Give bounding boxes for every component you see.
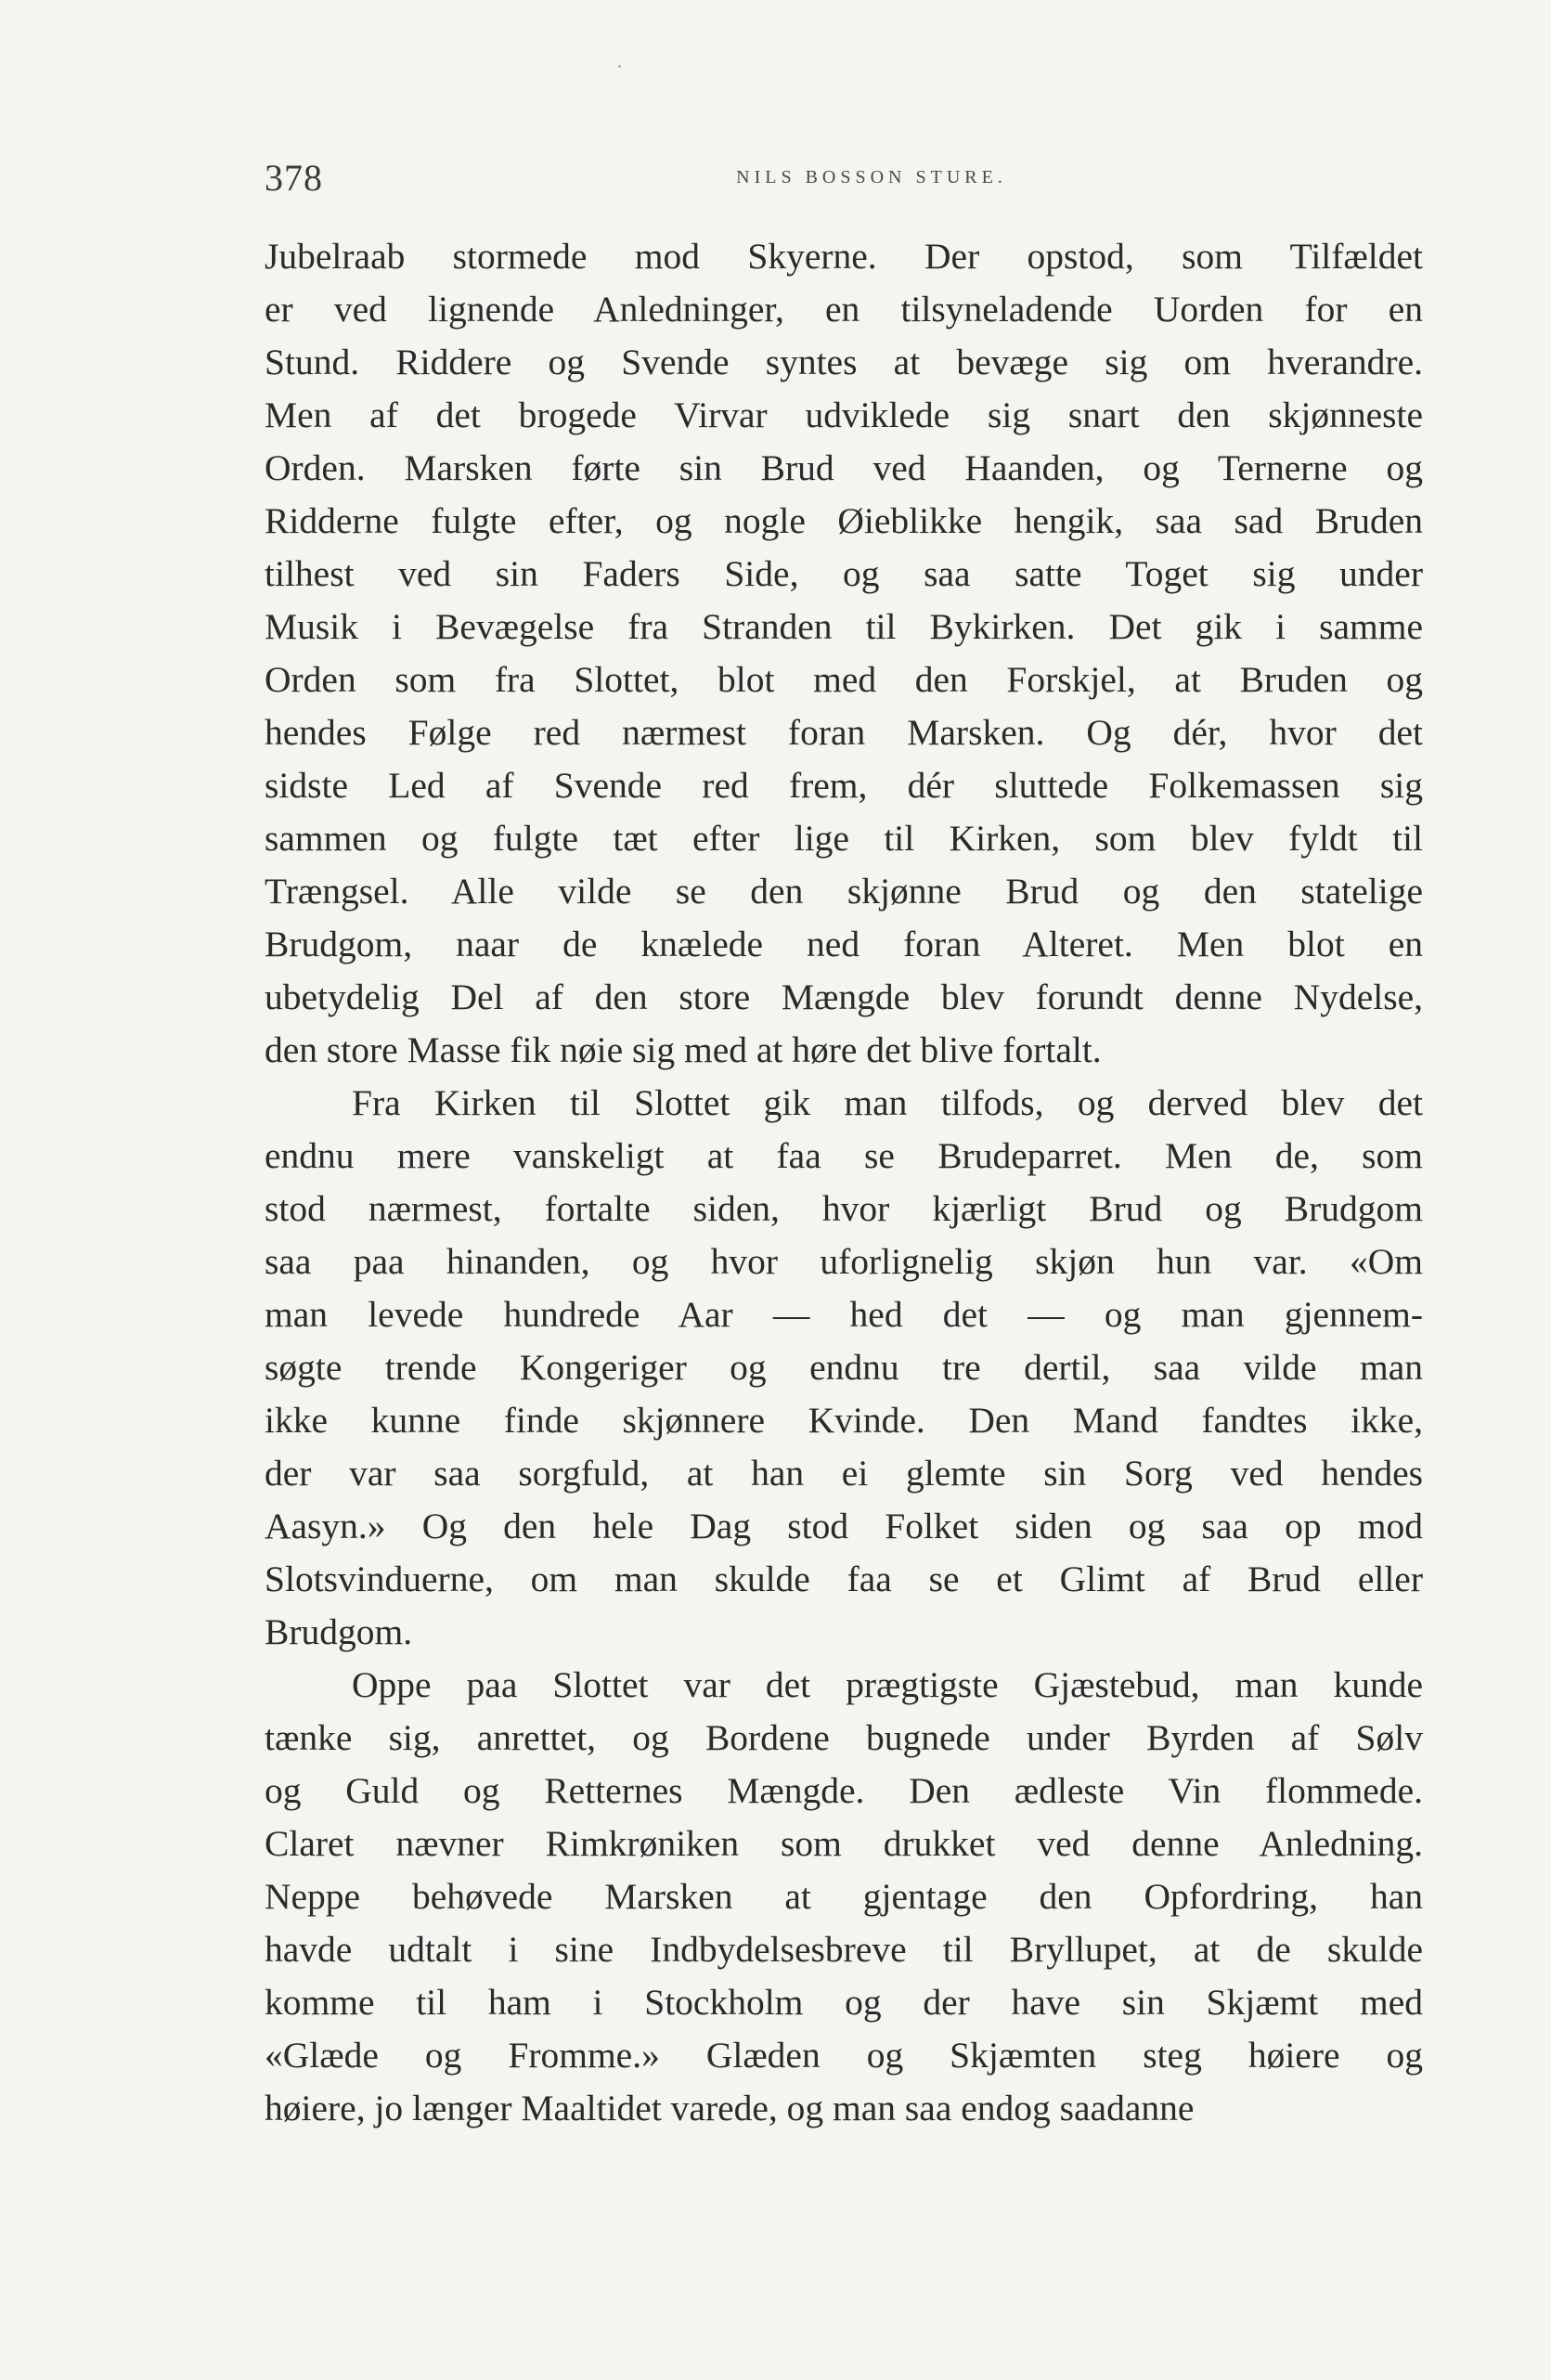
text-line: søgte trende Kongeriger og endnu tre dertil, saa vilde man xyxy=(265,1347,1423,1388)
text-line: stod nærmest, fortalte siden, hvor kjærligt Brud og Brudgom xyxy=(265,1188,1423,1229)
text-line: Men af det brogede Virvar udviklede sig snart den skjønneste xyxy=(265,395,1423,435)
text-line: høiere, jo længer Maaltidet varede, og man saa endog saadanne xyxy=(265,2088,1195,2128)
text-line: er ved lignende Anledninger, en tilsyneladende Uorden for en xyxy=(265,289,1423,330)
text-line: man levede hundrede Aar — hed det — og man gjennem- xyxy=(265,1294,1423,1335)
text-line: Neppe behøvede Marsken at gjentage den Opfordring, han xyxy=(265,1876,1423,1917)
text-line: Brudgom, naar de knælede ned foran Alteret. Men blot en xyxy=(265,924,1423,964)
text-line: der var saa sorgfuld, at han ei glemte sin Sorg ved hendes xyxy=(265,1453,1423,1494)
text-line: Orden som fra Slottet, blot med den Forskjel, at Bruden og xyxy=(265,659,1423,700)
text-line: Claret nævner Rimkrøniken som drukket ved denne Anledning. xyxy=(265,1823,1423,1864)
paragraph xyxy=(265,1659,1423,2135)
text-line: Jubelraab stormede mod Skyerne. Der opstod, som Tilfældet xyxy=(265,236,1423,277)
text-line: tænke sig, anrettet, og Bordene bugnede under Byrden af Sølv xyxy=(265,1717,1423,1758)
text-line: sidste Led af Svende red frem, dér sluttede Folkemassen sig xyxy=(265,765,1423,806)
paragraph xyxy=(265,230,1423,1077)
text-line: Oppe paa Slottet var det prægtigste Gjæstebud, man kunde xyxy=(352,1664,1423,1705)
scan-speck xyxy=(618,65,621,68)
text-line: Ridderne fulgte efter, og nogle Øieblikke hengik, saa sad Bruden xyxy=(265,500,1423,541)
text-line: Trængsel. Alle vilde se den skjønne Brud og den statelige xyxy=(265,871,1423,912)
text-line: Orden. Marsken førte sin Brud ved Haanden, og Ternerne og xyxy=(265,447,1423,488)
text-line: Slotsvinduerne, om man skulde faa se et Glimt af Brud eller xyxy=(265,1559,1423,1599)
text-line: den store Masse fik nøie sig med at høre det blive fortalt. xyxy=(265,1029,1102,1070)
page-header xyxy=(265,156,1423,212)
text-line: ikke kunne finde skjønnere Kvinde. Den Mand fandtes ikke, xyxy=(265,1400,1423,1441)
text-line: Musik i Bevægelse fra Stranden til Bykirken. Det gik i samme xyxy=(265,606,1423,647)
running-title: NILS BOSSON STURE. xyxy=(736,167,1007,188)
text-line: «Glæde og Fromme.» Glæden og Skjæmten steg høiere og xyxy=(265,2035,1423,2076)
text-line: Fra Kirken til Slottet gik man tilfods, og derved blev det xyxy=(352,1082,1423,1123)
text-line: ubetydelig Del af den store Mængde blev forundt denne Nydelse, xyxy=(265,977,1423,1017)
body-text xyxy=(265,230,1423,2135)
text-line: komme til ham i Stockholm og der have sin Skjæmt med xyxy=(265,1982,1423,2023)
text-line: og Guld og Retternes Mængde. Den ædleste Vin flommede. xyxy=(265,1770,1423,1811)
text-line: tilhest ved sin Faders Side, og saa satte Toget sig under xyxy=(265,553,1423,594)
text-line: saa paa hinanden, og hvor uforlignelig skjøn hun var. «Om xyxy=(265,1241,1423,1282)
text-line: Stund. Riddere og Svende syntes at bevæge sig om hverandre. xyxy=(265,342,1423,382)
paragraph xyxy=(265,1077,1423,1659)
page-number: 378 xyxy=(265,157,323,199)
text-line: Aasyn.» Og den hele Dag stod Folket siden og saa op mod xyxy=(265,1506,1423,1546)
text-line: endnu mere vanskeligt at faa se Brudeparret. Men de, som xyxy=(265,1135,1423,1176)
text-line: Brudgom. xyxy=(265,1611,413,1652)
text-line: sammen og fulgte tæt efter lige til Kirken, som blev fyldt til xyxy=(265,818,1423,859)
text-line: havde udtalt i sine Indbydelsesbreve til Bryllupet, at de skulde xyxy=(265,1929,1423,1970)
text-line: hendes Følge red nærmest foran Marsken. Og dér, hvor det xyxy=(265,712,1423,753)
